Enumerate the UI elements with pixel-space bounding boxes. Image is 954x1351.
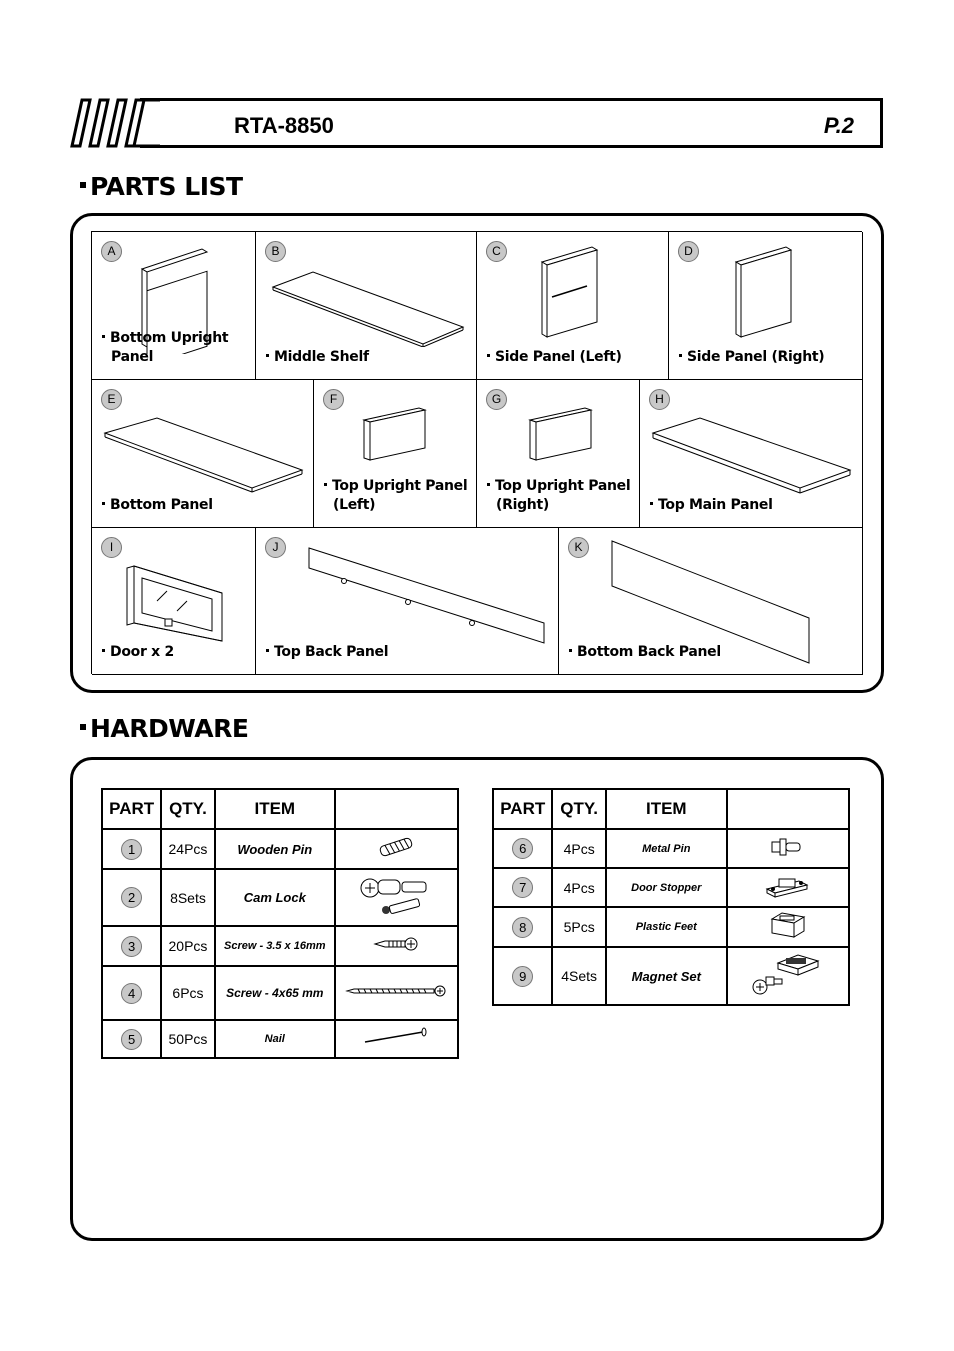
item-cell: Cam Lock [215, 869, 335, 926]
middle-shelf-drawing [268, 267, 468, 347]
part-number-badge: 1 [121, 839, 142, 860]
bottom-panel-drawing [102, 415, 307, 495]
part-label: Side Panel (Right) [679, 348, 824, 367]
table-row [493, 907, 849, 947]
part-cell-k [559, 528, 863, 675]
parts-list-title-text: PARTS LIST [90, 172, 243, 201]
part-number-badge: 5 [121, 1029, 142, 1050]
part-label: Bottom Back Panel [569, 643, 721, 662]
top-upright-panel-right-drawing [525, 405, 600, 465]
part-cell-b [256, 232, 477, 380]
part-number-badge: 7 [512, 877, 533, 898]
part-label: Bottom Panel [102, 496, 213, 515]
column-header-image [335, 789, 458, 829]
image-cell [335, 829, 458, 869]
part-letter-badge: F [323, 389, 344, 410]
short-screw-icon [371, 934, 421, 954]
part-letter-badge: A [101, 241, 122, 262]
table-row [102, 966, 458, 1020]
part-number-badge: 6 [512, 838, 533, 859]
magnet-set-icon [748, 949, 828, 999]
column-header-item: ITEM [606, 789, 727, 829]
image-cell [727, 947, 849, 1005]
item-cell: Door Stopper [606, 868, 727, 907]
item-cell: Wooden Pin [215, 829, 335, 869]
side-panel-left-drawing [537, 242, 617, 342]
part-cell-d [669, 232, 863, 380]
qty-cell: 4Sets [552, 947, 605, 1005]
item-cell: Metal Pin [606, 829, 727, 868]
column-header-item: ITEM [215, 789, 335, 829]
part-label: Top Back Panel [266, 643, 388, 662]
part-letter-badge: K [568, 537, 589, 558]
image-cell [335, 869, 458, 926]
part-cell-h [640, 380, 863, 528]
model-number: RTA-8850 [234, 113, 334, 138]
image-cell [727, 907, 849, 947]
table-row [493, 868, 849, 907]
part-letter-badge: B [265, 241, 286, 262]
part-label: Bottom Upright Panel [102, 329, 228, 367]
page-header [70, 98, 884, 150]
column-header-qty: QTY. [552, 789, 605, 829]
part-cell-a [92, 232, 256, 380]
image-cell [335, 966, 458, 1020]
part-label: Top Main Panel [650, 496, 773, 515]
part-label: Top Upright Panel (Left) [324, 477, 467, 515]
top-main-panel-drawing [650, 415, 855, 495]
part-cell-i [92, 528, 256, 675]
column-header-qty: QTY. [161, 789, 214, 829]
door-stopper-icon [763, 871, 813, 899]
part-label: Top Upright Panel (Right) [487, 477, 630, 515]
qty-cell: 20Pcs [161, 926, 214, 966]
part-letter-badge: J [265, 537, 286, 558]
table-row [102, 926, 458, 966]
part-cell-j [256, 528, 559, 675]
image-cell [727, 829, 849, 868]
table-row [493, 829, 849, 868]
image-cell [335, 1020, 458, 1058]
page-number: P.2 [823, 113, 854, 138]
part-number-badge: 9 [512, 966, 533, 987]
part-label: Middle Shelf [266, 348, 369, 367]
qty-cell: 5Pcs [552, 907, 605, 947]
hardware-title [80, 714, 248, 743]
item-cell: Plastic Feet [606, 907, 727, 947]
side-panel-right-drawing [731, 242, 811, 342]
part-cell-g [477, 380, 640, 528]
wooden-pin-icon [376, 835, 416, 859]
part-cell-c [477, 232, 669, 380]
part-cell-e [92, 380, 314, 528]
part-label: Side Panel (Left) [487, 348, 622, 367]
part-number-badge: 4 [121, 983, 142, 1004]
plastic-feet-icon [768, 909, 808, 941]
title-bullet [80, 724, 86, 730]
hardware-title-text: HARDWARE [90, 714, 249, 743]
qty-cell: 8Sets [161, 869, 214, 926]
part-letter-badge: C [486, 241, 507, 262]
table-row [102, 1020, 458, 1058]
part-number-badge: 3 [121, 936, 142, 957]
table-row [102, 829, 458, 869]
part-cell-f [314, 380, 477, 528]
hardware-table-left [101, 788, 459, 1059]
title-bullet [80, 182, 86, 188]
qty-cell: 4Pcs [552, 868, 605, 907]
parts-list-title [80, 172, 243, 201]
image-cell [335, 926, 458, 966]
part-letter-badge: H [649, 389, 670, 410]
door-drawing [122, 563, 227, 648]
column-header-part: PART [493, 789, 552, 829]
qty-cell: 6Pcs [161, 966, 214, 1020]
item-cell: Magnet Set [606, 947, 727, 1005]
column-header-image [727, 789, 849, 829]
parts-grid [91, 231, 862, 674]
image-cell [727, 868, 849, 907]
table-row [493, 947, 849, 1005]
part-label: Door x 2 [102, 643, 174, 662]
metal-pin-icon [768, 834, 808, 858]
item-cell: Screw - 4x65 mm [215, 966, 335, 1020]
part-letter-badge: D [678, 241, 699, 262]
top-upright-panel-left-drawing [359, 405, 434, 465]
part-letter-badge: G [486, 389, 507, 410]
item-cell: Nail [215, 1020, 335, 1058]
cam-lock-icon [356, 870, 436, 920]
table-header-row [493, 789, 849, 829]
top-back-panel-drawing [304, 543, 549, 648]
qty-cell: 4Pcs [552, 829, 605, 868]
hardware-table-right [492, 788, 850, 1006]
item-cell: Screw - 3.5 x 16mm [215, 926, 335, 966]
qty-cell: 24Pcs [161, 829, 214, 869]
part-letter-badge: E [101, 389, 122, 410]
part-letter-badge: I [101, 537, 122, 558]
nail-icon [361, 1027, 431, 1047]
table-header-row [102, 789, 458, 829]
qty-cell: 50Pcs [161, 1020, 214, 1058]
part-number-badge: 2 [121, 887, 142, 908]
long-screw-icon [344, 981, 448, 1001]
part-number-badge: 8 [512, 917, 533, 938]
table-row [102, 869, 458, 926]
column-header-part: PART [102, 789, 161, 829]
header-title-box [140, 98, 883, 148]
